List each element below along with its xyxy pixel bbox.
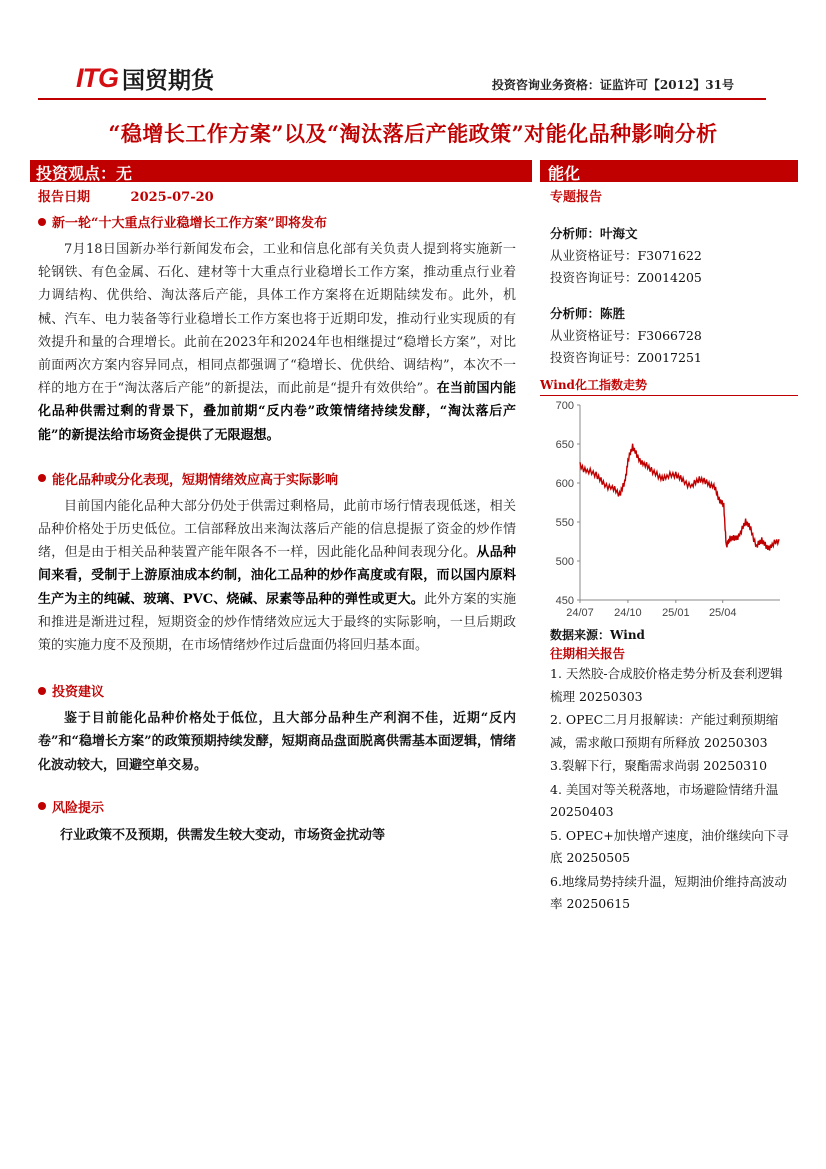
chart-title: Wind化工指数走势 bbox=[540, 376, 798, 396]
analyst-cert: 投资咨询证号：Z0014205 bbox=[550, 270, 702, 285]
main-column bbox=[38, 186, 516, 847]
report-date-label: 报告日期 bbox=[38, 190, 91, 205]
analyst-name: 分析师：陈胜 bbox=[550, 306, 626, 321]
report-title: “稳增长工作方案”以及“淘汰落后产能政策”对能化品种影响分析 bbox=[108, 121, 718, 146]
x-tick-label: 25/01 bbox=[662, 607, 690, 619]
bullet-icon bbox=[38, 687, 46, 695]
category-label: 能化 bbox=[548, 164, 581, 183]
related-reports-title: 往期相关报告 bbox=[550, 646, 626, 661]
chart-svg bbox=[540, 395, 796, 625]
report-date-row bbox=[38, 186, 516, 206]
related-report-item: 1. 天然胶-合成胶价格走势分析及套利逻辑梳理 20250303 bbox=[550, 666, 783, 704]
analyst-cert: 投资咨询证号：Z0017251 bbox=[550, 350, 702, 365]
page-header bbox=[0, 0, 826, 100]
y-tick-label: 450 bbox=[555, 595, 574, 607]
logo-cn-text: 国贸期货 bbox=[122, 68, 214, 94]
related-report-item: 6.地缘局势持续升温，短期油价维持高波动率 20250615 bbox=[550, 873, 787, 911]
related-reports-list bbox=[550, 663, 794, 917]
logo-itg-text: ITG bbox=[76, 63, 118, 93]
advice-heading-text: 投资建议 bbox=[52, 685, 105, 701]
section-heading-2 bbox=[38, 469, 516, 488]
section-2-bold-text: 从品种间来看，受制于上游原油成本约制，油化工品种的炒作高度或有限，而以国内原料生产为主的纯碱、玻璃、PVC、烧碱、尿素等品种的弹性或更大。 bbox=[38, 545, 516, 607]
related-report-item: 4. 美国对等关税落地，市场避险情绪升温 20250403 bbox=[550, 781, 779, 819]
bullet-icon bbox=[38, 802, 46, 810]
section-heading-text: 能化品种或分化表现，短期情绪效应高于实际影响 bbox=[52, 472, 339, 488]
category-bar bbox=[540, 160, 798, 182]
analyst-block-1 bbox=[550, 223, 794, 289]
y-tick-label: 550 bbox=[555, 517, 574, 529]
y-tick-label: 500 bbox=[555, 556, 574, 568]
risk-text: 行业政策不及预期，供需发生较大变动，市场资金扰动等 bbox=[60, 827, 386, 843]
section-2-text-a: 目前国内能化品种大部分仍处于供需过剩格局，此前市场行情表现低迷，相关品种价格处于历史低位。工信部释放出来淘汰落后产能的信息提振了资金的炒作情绪，但是由于相关品种装置产能年限各不一样，因此能化品种间表现分化。 bbox=[38, 498, 516, 561]
x-tick-label: 24/10 bbox=[614, 607, 642, 619]
section-2-paragraph bbox=[38, 495, 516, 657]
company-logo bbox=[76, 62, 214, 95]
side-column bbox=[550, 186, 794, 369]
x-tick-label: 24/07 bbox=[566, 607, 594, 619]
x-tick-label: 25/04 bbox=[708, 607, 737, 619]
section-heading-1 bbox=[38, 212, 516, 231]
series-line bbox=[580, 444, 779, 551]
related-report-item: 2. OPEC二月月报解读：产能过剩预期缩减，需求敞口预期有所释放 20250303 bbox=[550, 712, 779, 750]
analyst-name: 分析师：叶海文 bbox=[550, 226, 638, 241]
risk-heading bbox=[38, 797, 516, 816]
section-1-bold-text: 在当前国内能化品种供需过剩的背景下，叠加前期“反内卷”政策情绪持续发酵，“淘汰落后产能”的新提法给市场资金提供了无限遐想。 bbox=[38, 381, 516, 443]
analyst-cert: 从业资格证号：F3066728 bbox=[550, 328, 702, 343]
advice-heading bbox=[38, 681, 516, 700]
report-date-value: 2025-07-20 bbox=[130, 190, 214, 205]
report-type: 专题报告 bbox=[550, 190, 603, 205]
section-1-paragraph bbox=[38, 238, 516, 447]
y-tick-label: 650 bbox=[555, 439, 574, 451]
y-tick-label: 600 bbox=[555, 478, 574, 490]
analyst-block-2 bbox=[550, 303, 794, 369]
section-2-text-b: 此外方案的实施和推进是渐进过程，短期资金的炒作情绪效应远大于最终的实际影响，一旦后期政策的实施力度不及预期，在市场情绪炒作过后盘面仍将回归基本面。 bbox=[38, 591, 516, 654]
analyst-cert: 从业资格证号：F3071622 bbox=[550, 248, 702, 263]
y-tick-label: 700 bbox=[555, 400, 574, 412]
viewpoint-label: 投资观点：无 bbox=[36, 164, 133, 183]
header-divider bbox=[38, 98, 766, 100]
related-report-item: 5. OPEC+加快增产速度，油价继续向下寻底 20250505 bbox=[550, 827, 789, 865]
section-1-text: 7月18日国新办举行新闻发布会，工业和信息化部有关负责人提到将实施新一轮钢铁、有色金属、石化、建材等十大重点行业稳增长工作方案，推动重点行业着力调结构、优供给、淘汰落后产能，具体工作方案将在近期陆续发布。此外，机械、汽车、电力装备等行业稳增长工作方案也将于近期印发，推动行业实现质的有效提升和量的合理增长。此前在2023年和2024年也相继提过“稳增长方案”，对比前面两次方案内容异同点，相同点都强调了“稳增长、优供给、调结构”，本次不一样的地方在于“淘汰落后产能”的新提法，而此前是“提升有效供给”。 bbox=[38, 242, 516, 397]
chemical-index-chart bbox=[540, 395, 796, 625]
license-text: 投资咨询业务资格：证监许可【2012】31号 bbox=[491, 78, 734, 92]
advice-paragraph: 鉴于目前能化品种价格处于低位，且大部分品种生产利润不佳，近期“反内卷”和“稳增长方案”的政策预期持续发酵，短期商品盘面脱离供需基本面逻辑，情绪化波动较大，回避空单交易。 bbox=[38, 711, 516, 773]
section-heading-text: 新一轮“十大重点行业稳增长工作方案”即将发布 bbox=[52, 216, 327, 231]
viewpoint-bar bbox=[30, 160, 532, 182]
related-report-item: 3.裂解下行，聚酯需求尚弱 20250310 bbox=[550, 758, 768, 773]
risk-heading-text: 风险提示 bbox=[52, 800, 105, 816]
data-source: 数据来源：Wind bbox=[550, 628, 645, 642]
bullet-icon bbox=[38, 218, 46, 226]
bullet-icon bbox=[38, 474, 46, 482]
